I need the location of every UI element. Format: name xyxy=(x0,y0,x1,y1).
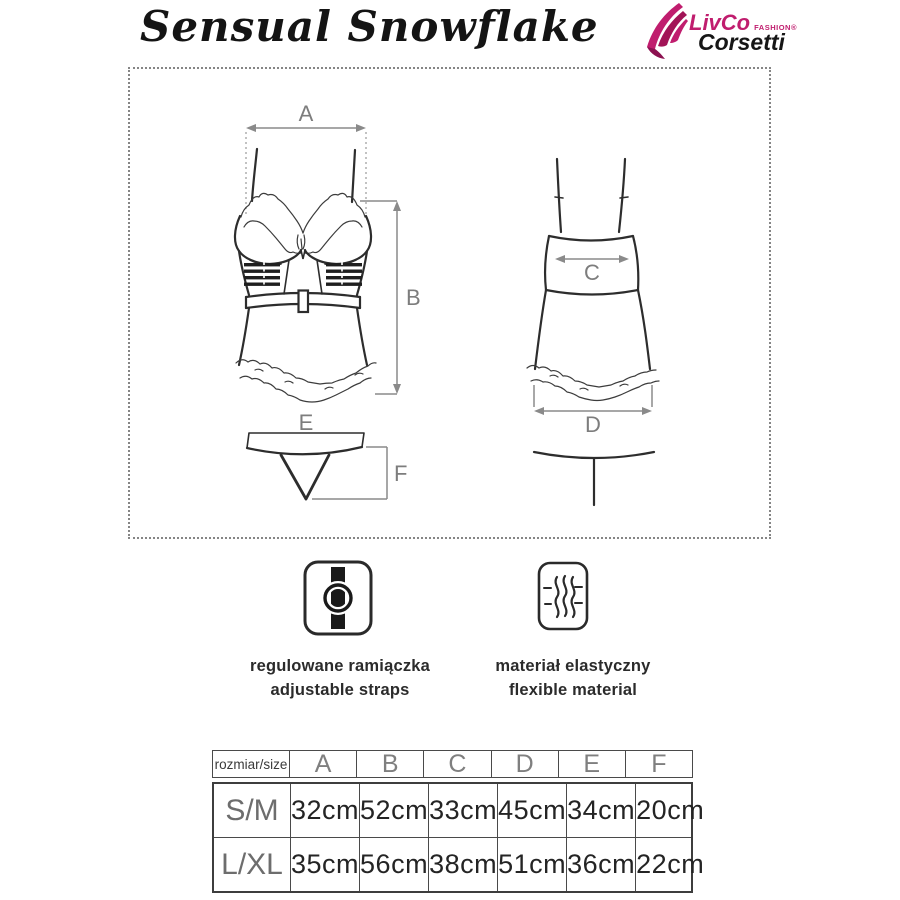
caption-straps-en: adjustable straps xyxy=(270,680,410,699)
brand-name-livco: LivCo xyxy=(689,10,751,35)
size-table-body xyxy=(212,782,705,893)
column-header-e: E xyxy=(558,751,625,777)
value-sm-e: 34cm xyxy=(566,784,635,837)
value-lxl-c: 38cm xyxy=(428,838,497,891)
dim-label-b: B xyxy=(406,285,421,310)
column-header-c: C xyxy=(423,751,490,777)
flexible-material-icon xyxy=(537,561,589,631)
adjustable-straps-icon xyxy=(303,560,373,636)
size-table-header xyxy=(212,750,693,778)
caption-material-en: flexible material xyxy=(508,680,638,699)
product-title: Sensual Snowflake xyxy=(140,2,599,51)
technical-drawing-panel xyxy=(128,67,771,539)
dim-label-f: F xyxy=(394,461,408,486)
feature-caption-material xyxy=(453,655,693,703)
value-sm-c: 33cm xyxy=(428,784,497,837)
dim-label-e: E xyxy=(298,410,314,435)
size-label-lxl: L/XL xyxy=(221,847,283,881)
brand-swoosh-icon xyxy=(645,3,689,60)
table-row-sm xyxy=(214,784,705,837)
dim-label-c: C xyxy=(584,260,600,285)
value-sm-a: 32cm xyxy=(290,784,359,837)
dim-label-a: A xyxy=(298,101,314,126)
value-sm-b: 52cm xyxy=(359,784,428,837)
brand-name-fashion: FASHION® xyxy=(754,22,797,32)
size-table-header-label: rozmiar/size xyxy=(214,756,288,772)
garment-diagram xyxy=(130,69,769,537)
size-table xyxy=(212,749,705,893)
column-header-b: B xyxy=(356,751,423,777)
value-lxl-d: 51cm xyxy=(497,838,566,891)
value-lxl-b: 56cm xyxy=(359,838,428,891)
value-sm-f: 20cm xyxy=(635,784,704,837)
column-header-f: F xyxy=(625,751,692,777)
value-lxl-a: 35cm xyxy=(290,838,359,891)
dim-label-d: D xyxy=(585,412,601,437)
value-lxl-f: 22cm xyxy=(635,838,704,891)
brand-logo xyxy=(645,3,795,61)
column-header-a: A xyxy=(289,751,356,777)
value-lxl-e: 36cm xyxy=(566,838,635,891)
value-sm-d: 45cm xyxy=(497,784,566,837)
caption-straps-pl: regulowane ramiączka xyxy=(249,657,431,675)
feature-caption-straps xyxy=(220,655,460,703)
table-row-lxl xyxy=(214,837,705,891)
column-header-d: D xyxy=(491,751,558,777)
brand-name-corsetti: Corsetti xyxy=(698,29,785,55)
caption-material-pl: materiał elastyczny xyxy=(495,657,651,675)
size-label-sm: S/M xyxy=(225,793,279,827)
